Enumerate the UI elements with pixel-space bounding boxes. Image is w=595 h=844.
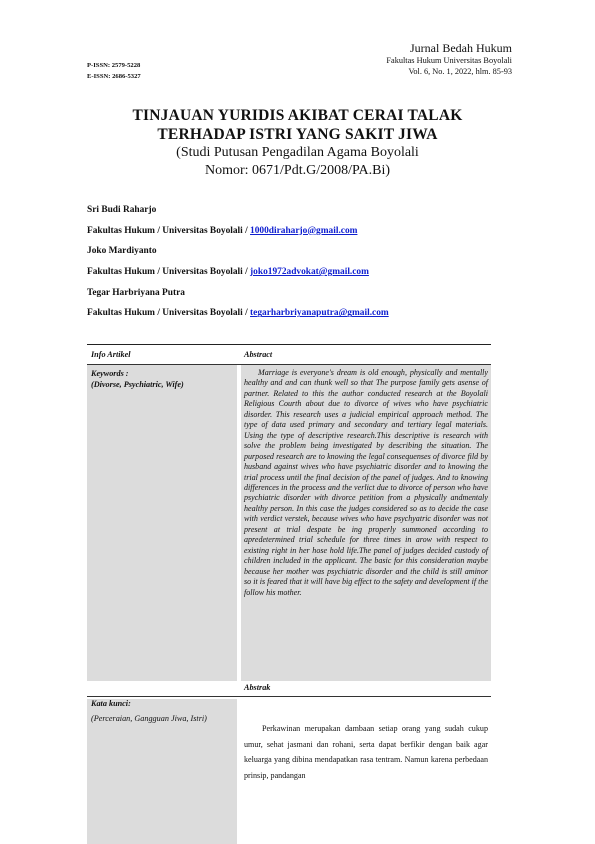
journal-volume: Vol. 6, No. 1, 2022, hlm. 85-93 <box>408 66 512 76</box>
keywords-label: Keywords : <box>91 369 129 378</box>
author-name: Sri Budi Raharjo <box>87 205 157 215</box>
article-info-table <box>87 344 491 844</box>
author-affiliation-row <box>87 308 389 329</box>
issn-electronic: E-ISSN: 2686-5327 <box>87 73 141 80</box>
col-abstract-header: Abstract <box>244 350 273 359</box>
kata-kunci-label: Kata kunci: <box>91 699 131 708</box>
kata-kunci-list: (Perceraian, Gangguan Jiwa, Istri) <box>91 714 207 723</box>
col-info-header: Info Artikel <box>91 350 131 359</box>
keywords-list: (Divorse, Psychiatric, Wife) <box>91 380 184 389</box>
journal-header <box>386 41 512 77</box>
journal-faculty: Fakultas Hukum Universitas Boyolali <box>386 56 512 65</box>
author-email-link[interactable]: tegarharbriyanaputra@gmail.com <box>250 308 389 319</box>
abstrak-label: Abstrak <box>244 683 271 692</box>
keywords-shade <box>87 365 237 681</box>
title-line-1: TINJAUAN YURIDIS AKIBAT CERAI TALAK <box>132 107 463 124</box>
title-line-4: Nomor: 0671/Pdt.G/2008/PA.Bi) <box>204 163 390 178</box>
author-email-link[interactable]: joko1972advokat@gmail.com <box>250 267 369 278</box>
abstrak-id-text: Perkawinan merupakan dambaan setiap orang yang sudah cukup umur, sehat jasmani dan rohani, serta dapat berfikir dengan baik agar keluarga yang dibina mendapatkan rasa tentram. Namun karena perbedaan prinsip, pandangan <box>244 724 488 780</box>
issn-print: P-ISSN: 2579-5228 <box>87 62 141 69</box>
author-affiliation: Fakultas Hukum / Universitas Boyolali / <box>87 267 251 278</box>
title-line-3: (Studi Putusan Pengadilan Agama Boyolali <box>176 145 419 160</box>
section-divider <box>87 696 491 697</box>
author-email-link[interactable]: 1000diraharjo@gmail.com <box>250 225 358 236</box>
author-affiliation-row <box>87 226 389 247</box>
author-affiliation: Fakultas Hukum / Universitas Boyolali / <box>87 308 251 319</box>
author-list <box>87 205 389 329</box>
author-name: Joko Mardiyanto <box>87 246 157 257</box>
paper-title <box>95 106 500 180</box>
journal-name: Jurnal Bedah Hukum <box>410 41 512 55</box>
author-affiliation-row <box>87 267 389 288</box>
abstract-en-text: Marriage is everyone's dream is old enough, physically and mentally healthy and and can thunk well so that The purpose family gets asense of partner. Related to this the author conducted research at the Boyolali Religious Courth about due to divorce of wives who have psychiatric disorder. This research uses a judicial empirical approach method. The type of data used primary and secondary and tertiary legal materials. Using the type of descriptive research.This descriptive is research with solve the problem being investigated by describing the situation. The purposed research are to knowing the legal consequenses of divorce fild by husband against wives who have psychiatric disorder and to knowing the trial process until the final decision of the panel of judges. And to knowing differences in the process and the verlict due to divorce of person who have psychiatric disorder with divorce petition from a physically andmentaly healthy person. In this case the judges considered so as to decide the case with verdict verstek, because wives who have psychyatric disorder was not present at trial despate be ing properly summoned according to apredetermined trial schedule for three times in arow with respect to existing right in her hose hold life.The panel of judges decided custody of children included in the applicant. The basic for this consideration maybe because her mother was psychiatric disorder and the child is still aminor so it is feared that it will have big effect to the safety and development if the follow his mother. <box>244 368 488 597</box>
issn-block <box>87 60 141 82</box>
author-name: Tegar Harbriyana Putra <box>87 287 185 298</box>
table-header <box>87 344 491 363</box>
title-line-2: TERHADAP ISTRI YANG SAKIT JIWA <box>157 126 438 143</box>
author-affiliation: Fakultas Hukum / Universitas Boyolali / <box>87 225 251 236</box>
